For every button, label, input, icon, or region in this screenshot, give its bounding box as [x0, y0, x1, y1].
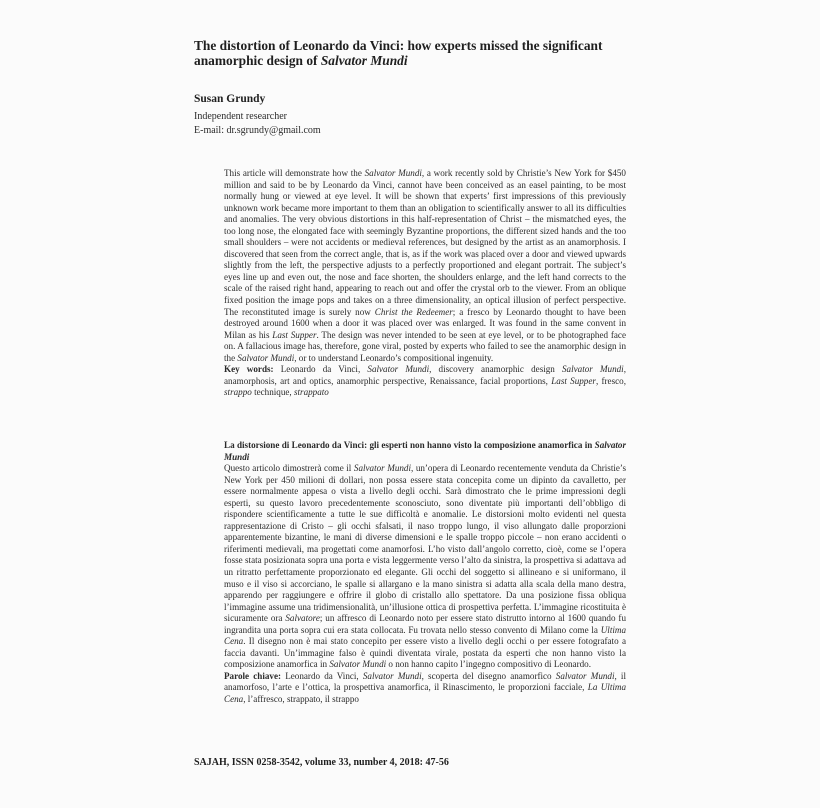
keywords-text: , anamorphosis, art and optics, anamorphic perspective, Renaissance, facial proportions,	[224, 364, 626, 386]
keywords-text: , discovery anamorphic design	[429, 364, 562, 375]
abstract-text: Questo articolo dimostrerà come il	[224, 463, 354, 474]
affiliation: Independent researcher	[194, 111, 287, 122]
keywords-text: Leonardo da Vinci,	[281, 670, 363, 681]
author-affiliation-block	[194, 110, 321, 138]
keywords-label: Parole chiave:	[224, 670, 282, 681]
author-name: Susan Grundy	[194, 93, 266, 105]
keywords-text: , il anamorfoso, l’arte e l’ottica, la prospettiva anamorfica, il Rinascimento, le proporzioni facciale,	[224, 670, 626, 693]
keywords-italic: Salvator Mundi	[562, 364, 624, 375]
journal-footer: SAJAH, ISSN 0258-3542, volume 33, number 4, 2018: 47-56	[194, 757, 449, 768]
abstract-italic: Salvator Mundi	[237, 352, 295, 363]
keywords-text: , l’affresco, strappato, il strappo	[243, 694, 359, 705]
abstract-italian-title	[224, 440, 626, 463]
keywords-english	[224, 364, 626, 399]
abstract-text: , or to understand Leonardo’s compositional ingenuity.	[294, 352, 494, 363]
keywords-text: , scoperta del disegno anamorfico	[421, 670, 556, 681]
abstract-italian	[224, 440, 626, 706]
keywords-italic: Last Supper	[551, 375, 596, 386]
keywords-italic: Salvator Mundi	[362, 670, 422, 681]
abstract-text: o non hanno capito l’ingegno compositivo di Leonardo.	[386, 659, 591, 670]
author-email: E-mail: dr.sgrundy@gmail.com	[194, 125, 321, 136]
abstract-text: . The design was never intended to be seen at eye level, or to be photographed face on. A fallacious image has, therefore, gone viral, posted by experts who failed to see the anamorphic design in the	[224, 329, 626, 363]
keywords-italian	[224, 671, 626, 706]
abstract-italic: Salvator Mundi	[329, 659, 387, 670]
paper-title	[194, 38, 614, 68]
abstract-text: ; a fresco by Leonardo thought to have been destroyed around 1600 when a door it was placed over was enlarged. It was found in the same convent in Milan as his	[224, 306, 626, 340]
abstract-italic: Salvatore	[285, 613, 320, 624]
keywords-italic: La Ultima Cena	[224, 682, 626, 705]
paper-title-text: The distortion of Leonardo da Vinci: how experts missed the significant anamorphic design of	[194, 38, 603, 68]
abstract-text: ; un affresco di Leonardo noto per essere stato distrutto intorno al 1600 quando fu ingrandita una porta sopra cui era stata collocata. Fu trovata nello stesso convento di Milano come la	[224, 613, 627, 635]
keywords-label: Key words:	[224, 364, 274, 375]
abstract-text: . Il disegno non è mai stato concepito per essere visto a livello degli occhi o per essere fotografato a faccia davanti. Un’immagine falso è quindi diventata virale, postata da esperti che non hanno visto la composizione anamorfica in	[224, 636, 626, 670]
abstract-italic: Last Supper	[272, 329, 317, 340]
keywords-italic: strappo	[224, 387, 252, 398]
abstract-italic: Salvator Mundi	[364, 168, 422, 178]
abstract-italian-title-italic: Salvator Mundi	[224, 440, 626, 462]
keywords-italic: Salvator Mundi	[367, 364, 430, 375]
keywords-italic: Salvator Mundi	[555, 670, 615, 681]
abstract-italic: Ultima Cena	[224, 624, 626, 647]
keywords-text: Leonardo da Vinci,	[273, 364, 368, 375]
keywords-italic: strappato	[293, 387, 329, 398]
paper-title-italic: Salvator Mundi	[320, 53, 408, 68]
abstract-italic: Christ the Redeemer	[374, 306, 453, 317]
keywords-text: technique,	[251, 387, 294, 398]
abstract-english	[224, 168, 626, 399]
abstract-text: This article will demonstrate how the	[224, 168, 365, 178]
abstract-text: , a work recently sold by Christie’s New York for $450 million and said to be by Leonardo da Vinci, cannot have been conceived as an easel painting, to be most normally hung or viewed at eye level. It will be shown that experts’ first impressions of this previously unknown work became more important to them than an obligation to scientifically answer to all its difficulties and anomalies. The very obvious distortions in this half-representation of Christ – the mismatched eyes, the too long nose, the elongated face with seemingly Byzantine proportions, the different sized hands and the too small shoulders – were not accidents or medieval references, but designed by the artist as an anamorphosis. I discovered that seen from the correct angle, that is, as if the work was placed over a door and viewed upwards slightly from the left, the perspective adjusts to a perfectly proportioned and elegant portrait. The subject’s eyes line up and even out, the nose and face shorten, the shoulders enlarge, and the left hand corrects to the scale of the raised right hand, appearing to reach out and offer the crystal orb to the viewer. From an oblique fixed position the image pops and takes on a three dimensionality, an optical illusion of perfect perspective. The reconstituted image is surely now	[224, 168, 626, 317]
keywords-text: , fresco,	[595, 375, 626, 386]
abstract-italic: Salvator Mundi	[353, 463, 411, 474]
abstract-text: , un’opera di Leonardo recentemente venduta da Christie’s New York per 450 milioni di dollari, non possa essere stata concepita come un dipinto da cavalletto, per essere normalmente appesa o vista a livello degli occhi. Sarà dimostrato che le prime impressioni degli esperti, su questo lavoro precedentemente sconosciuto, sono diventate più importanti dell’obbligo di rispondere scientificamente a tutte le sue difficoltà e anomalie. Le distorsioni molto evidenti nel questa rappresentazione di Cristo – gli occhi sfalsati, il naso troppo lungo, il viso allungato dalle proporzioni apparentemente bizantine, le mani di diverse dimensioni e le spalle troppo piccole – non erano accidenti o riferimenti medievali, ma progettati come anamorfosi. L’ho visto dall’angolo corretto, cioè, come se l’opera fosse stata posizionata sopra una porta e vista leggermente verso l’alto da sinistra, la prospettiva si adattava ad un ritratto perfettamente proporzionato ed elegante. Gli occhi del soggetto si allineano e si uniformano, il muso e il viso si accorciano, le spalle si allargano e la mano sinistra si adatta alla scala della mano destra, apparendo per raggiungere e offrire il globo di cristallo allo spettatore. Da una posizione fissa obliqua l’immagine assume una tridimensionalità, un’illusione ottica di prospettiva perfetta. L’immagine ricostituita è sicuramente ora	[224, 463, 626, 624]
abstract-italian-title-text: La distorsione di Leonardo da Vinci: gli esperti non hanno visto la composizione anamorfica in	[224, 440, 595, 450]
